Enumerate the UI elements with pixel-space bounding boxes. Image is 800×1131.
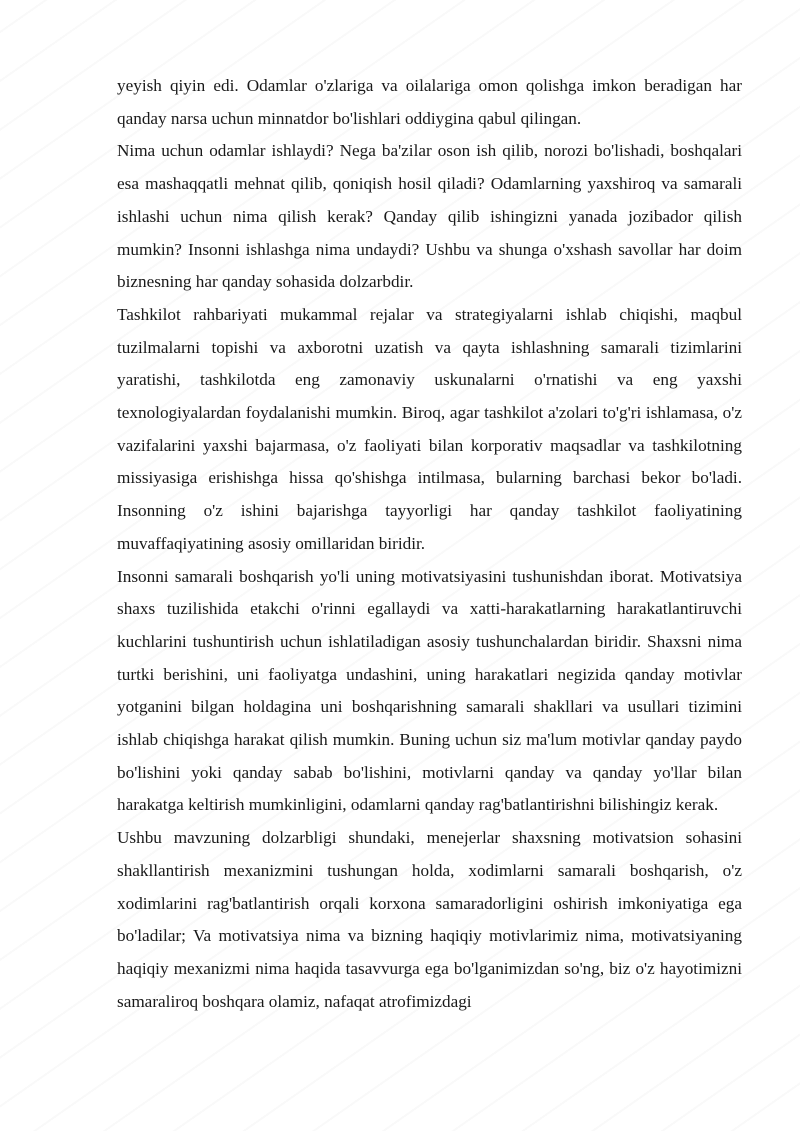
paragraph-3: Tashkilot rahbariyati mukammal rejalar va strategiyalarni ishlab chiqishi, maqbul tuzilmalarni topishi va axborotni uzatish va qayta ishlashning samarali tizimlarini yaratishi, tashkilotda eng zamonaviy uskunalarni o'rnatishi va eng yaxshi texnologiyalardan foydalanishi mumkin. Biroq, agar tashkilot a'zolari to'g'ri ishlamasa, o'z vazifalarini yaxshi bajarmasa, o'z faoliyati bilan korporativ maqsadlar va tashkilotning missiyasiga erishishga hissa qo'shishga intilmasa, bularning barchasi bekor bo'ladi. Insonning o'z ishini bajarishga tayyorligi har qanday tashkilot faoliyatining muvaffaqiyatining asosiy omillaridan biridir.: [117, 304, 742, 553]
paragraph-5: Ushbu mavzuning dolzarbligi shundaki, menejerlar shaxsning motivatsion sohasini shakllantirish mexanizmini tushungan holda, xodimlarni samarali boshqarish, o'z xodimlarini rag'batlantirish orqali korxona samaradorligini oshirish imkoniyatiga ega bo'ladilar; Va motivatsiya nima va bizning haqiqiy motivlarimiz nima, motivatsiyaning haqiqiy mexanizmi nima haqida tasavvurga ega bo'lganimizdan so'ng, biz o'z hayotimizni samaraliroq boshqara olamiz, nafaqat atrofimizdagi: [117, 828, 742, 1011]
document-body: [117, 70, 742, 1018]
paragraph-2: Nima uchun odamlar ishlaydi? Nega ba'zilar oson ish qilib, norozi bo'lishadi, boshqalari esa mashaqqatli mehnat qilib, qoniqish hosil qiladi? Odamlarning yaxshiroq va samarali ishlashi uchun nima qilish kerak? Qanday qilib ishingizni yanada jozibador qilish mumkin? Insonni ishlashga nima undaydi? Ushbu va shunga o'xshash savollar har doim biznesning har qanday sohasida dolzarbdir.: [117, 141, 742, 292]
paragraph-4: Insonni samarali boshqarish yo'li uning motivatsiyasini tushunishdan iborat. Motivatsiya shaxs tuzilishida etakchi o'rinni egallaydi va xatti-harakatlarning harakatlantiruvchi kuchlarini tushuntirish uchun ishlatiladigan asosiy tushunchalardan biridir. Shaxsni nima turtki berishini, uni faoliyatga undashini, uning harakatlari negizida qanday motivlar yotganini bilgan holdagina uni boshqarishning samarali shakllari va usullari tizimini ishlab chiqishga harakat qilish mumkin. Buning uchun siz ma'lum motivlar qanday paydo bo'lishini yoki qanday sabab bo'lishini, motivlarni qanday va qanday yo'llar bilan harakatga keltirish mumkinligini, odamlarni qanday rag'batlantirishni bilishingiz kerak.: [117, 566, 742, 815]
paragraph-1: yeyish qiyin edi. Odamlar o'zlariga va oilalariga omon qolishga imkon beradigan har qanday narsa uchun minnatdor bo'lishlari oddiygina qabul qilingan.: [117, 76, 742, 128]
